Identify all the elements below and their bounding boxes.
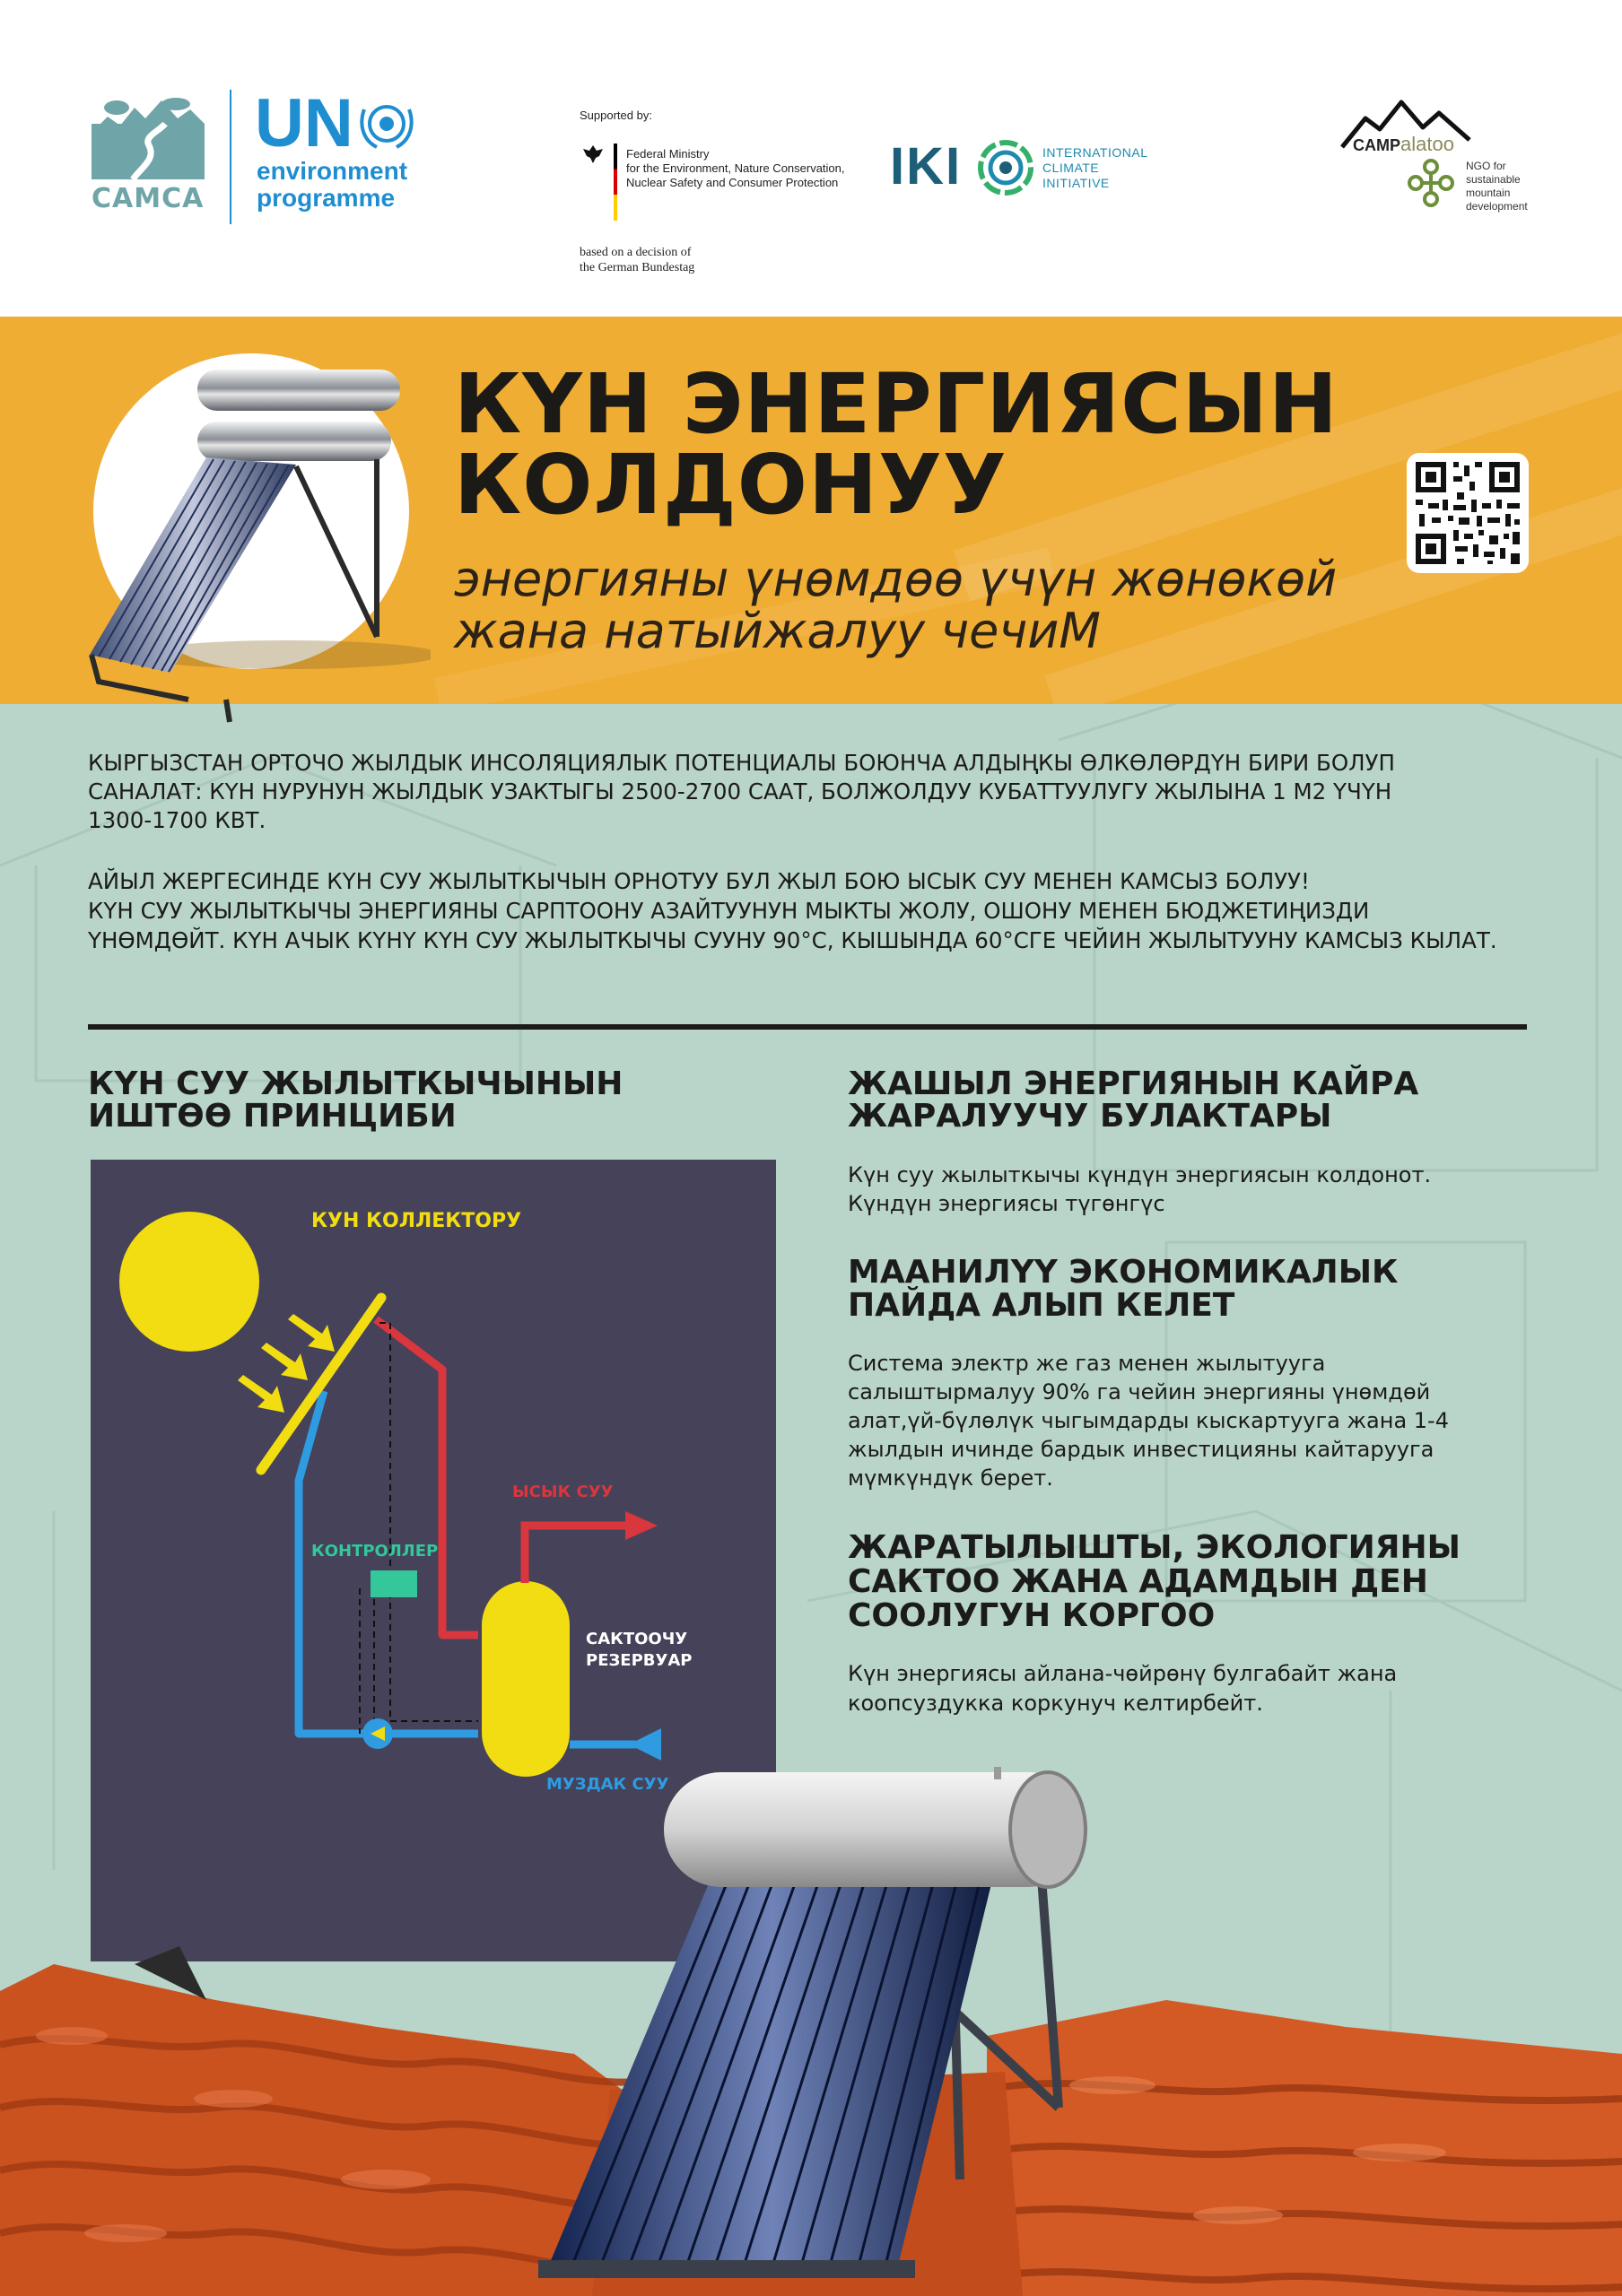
camp-logo-text [1353, 133, 1454, 156]
bundestag-line2: the German Bundestag [580, 261, 695, 274]
ecology-heading-line3: СООЛУГУН КОРГОО [848, 1597, 1216, 1634]
german-flag-bar [614, 144, 617, 221]
poster-subtitle-line2: жана натыйжалуу чечиМ [454, 603, 1101, 659]
economic-text-line4: жылдын ичинде бардык инвестицияны кайтарууга [848, 1437, 1435, 1462]
controller-icon [371, 1570, 417, 1597]
economic-text-line3: алат,үй-бүлөлүк чыгымдарды кыскартууга жана 1-4 [848, 1408, 1449, 1433]
ministry-line3: Nuclear Safety and Consumer Protection [626, 176, 839, 189]
ngo-line1: NGO for [1466, 160, 1506, 172]
principle-heading-line1: КҮН СУУ ЖЫЛЫТКЫЧЫНЫН [88, 1065, 624, 1102]
green-energy-heading-line2: ЖАРАЛУУЧУ БУЛАКТАРЫ [848, 1098, 1332, 1135]
un-emblem-icon [357, 99, 416, 149]
camca-logo-text: CAMCA [92, 183, 205, 214]
poster-title-line1: КҮН ЭНЕРГИЯСЫН [454, 356, 1339, 452]
cold-water-label: МУЗДАК СУУ [546, 1775, 669, 1794]
solar-water-heater-image [72, 359, 431, 735]
green-energy-text-line2: Күндүн энергиясы түгөнгүс [848, 1191, 1165, 1216]
economic-heading-line2: ПАЙДА АЛЫП КЕЛЕТ [848, 1287, 1235, 1324]
tank-label-line2: РЕЗЕРВУАР [586, 1651, 693, 1670]
intro-p2-line2: КҮН СУУ ЖЫЛЫТКЫЧЫ ЭНЕРГИЯНЫ САРПТООНУ АЗАЙТУУНУН МЫКТЫ ЖОЛУ, ОШОНУ МЕНЕН БЮДЖЕТИҢИЗДИ [88, 898, 1370, 924]
ecology-text-line2: коопсуздукка коркунуч келтирбейт. [848, 1691, 1263, 1716]
ngo-line3: mountain [1466, 187, 1511, 199]
iki-circle-icon [976, 138, 1035, 197]
collector-label: КУН КОЛЛЕКТОРУ [311, 1210, 522, 1232]
camp-ornament-icon [1405, 156, 1457, 210]
hot-water-label: ЫСЫК СУУ [512, 1483, 614, 1501]
ecology-text-line1: Күн энергиясы айлана-чөйрөнү булгабайт жана [848, 1661, 1398, 1686]
green-energy-heading-line1: ЖАШЫЛ ЭНЕРГИЯНЫН КАЙРА [848, 1065, 1419, 1102]
section-divider [88, 1024, 1527, 1030]
supported-by-label: Supported by: [580, 109, 652, 122]
ministry-line1: Federal Ministry [626, 147, 710, 161]
bundestag-line1: based on a decision of [580, 246, 692, 259]
camp-word-alatoo: alatoo [1400, 133, 1454, 155]
unep-line2: programme [257, 184, 396, 212]
camp-word-bold: CAMP [1353, 136, 1400, 154]
qr-code-icon [1407, 453, 1529, 573]
intro-p2-line3: ҮНӨМДӨЙТ. КҮН АЧЫК КҮНҮ КҮН СУУ ЖЫЛЫТКЫЧЫ СУУНУ 90°С, КЫШЫНДА 60°СГЕ ЧЕЙИН ЖЫЛЫТУУНУ КАМСЫЗ КЫЛАТ. [88, 927, 1497, 953]
tank-label-line1: САКТООЧУ [586, 1630, 688, 1648]
iki-line1: INTERNATIONAL [1042, 145, 1148, 160]
iki-logo-text: IKI [890, 137, 963, 196]
intro-p1-line3: 1300-1700 КВТ. [88, 807, 266, 833]
intro-p1-line2: САНАЛАТ: КҮН НУРУНУН ЖЫЛДЫК УЗАКТЫГЫ 2500-2700 СААТ, БОЛЖОЛДУУ КУБАТТУУЛУГУ ЖЫЛЫНА 1 М2 ҮЧҮН [88, 778, 1392, 804]
poster-subtitle-line1: энергияны үнөмдөө үчүн жөнөкөй [454, 551, 1338, 607]
principle-heading-line2: ИШТӨӨ ПРИНЦИБИ [88, 1098, 457, 1135]
iki-line2: CLIMATE [1042, 161, 1100, 175]
camca-logo [90, 97, 206, 218]
iki-line3: INITIATIVE [1042, 176, 1110, 190]
ecology-heading-line1: ЖАРАТЫЛЫШТЫ, ЭКОЛОГИЯНЫ [848, 1529, 1461, 1566]
economic-heading-line1: МААНИЛҮҮ ЭКОНОМИКАЛЫК [848, 1254, 1399, 1291]
roof-with-heater-image [0, 1731, 1622, 2296]
ngo-line4: development [1466, 200, 1528, 213]
economic-text-line1: Система электр же газ менен жылытууга [848, 1351, 1326, 1376]
intro-p2-line1: АЙЫЛ ЖЕРГЕСИНДЕ КҮН СУУ ЖЫЛЫТКЫЧЫН ОРНОТУУ БУЛ ЖЫЛ БОЮ ЫСЫК СУУ МЕНЕН КАМСЫЗ БОЛУУ! [88, 868, 1310, 894]
german-eagle-icon [581, 144, 605, 165]
logo-header [0, 0, 1622, 317]
unep-line1: environment [257, 157, 408, 185]
intro-p1-line1: КЫРГЫЗСТАН ОРТОЧО ЖЫЛДЫК ИНСОЛЯЦИЯЛЫК ПОТЕНЦИАЛЫ БОЮНЧА АЛДЫҢКЫ ӨЛКӨЛӨРДҮН БИРИ БОЛУП [88, 750, 1395, 776]
qr-code[interactable] [1407, 453, 1529, 573]
sun-icon [119, 1212, 259, 1352]
ecology-heading-line2: САКТОО ЖАНА АДАМДЫН ДЕН [848, 1563, 1428, 1600]
economic-text-line5: мүмкүндүк берет. [848, 1465, 1053, 1491]
controller-label: КОНТРОЛЛЕР [311, 1542, 439, 1561]
poster-title-line2: КОЛДОНУУ [454, 437, 1007, 533]
ministry-line2: for the Environment, Nature Conservation, [626, 161, 845, 175]
economic-text-line2: салыштырмалуу 90% га чейин энергияны үнөмдөй [848, 1379, 1431, 1405]
camca-animals-icon [90, 97, 206, 187]
ngo-line2: sustainable [1466, 173, 1521, 186]
green-energy-text-line1: Күн суу жылыткычы күндүн энергиясын колдонот. [848, 1162, 1432, 1187]
unep-un-text: UN [255, 85, 353, 161]
logo-divider [230, 90, 231, 224]
